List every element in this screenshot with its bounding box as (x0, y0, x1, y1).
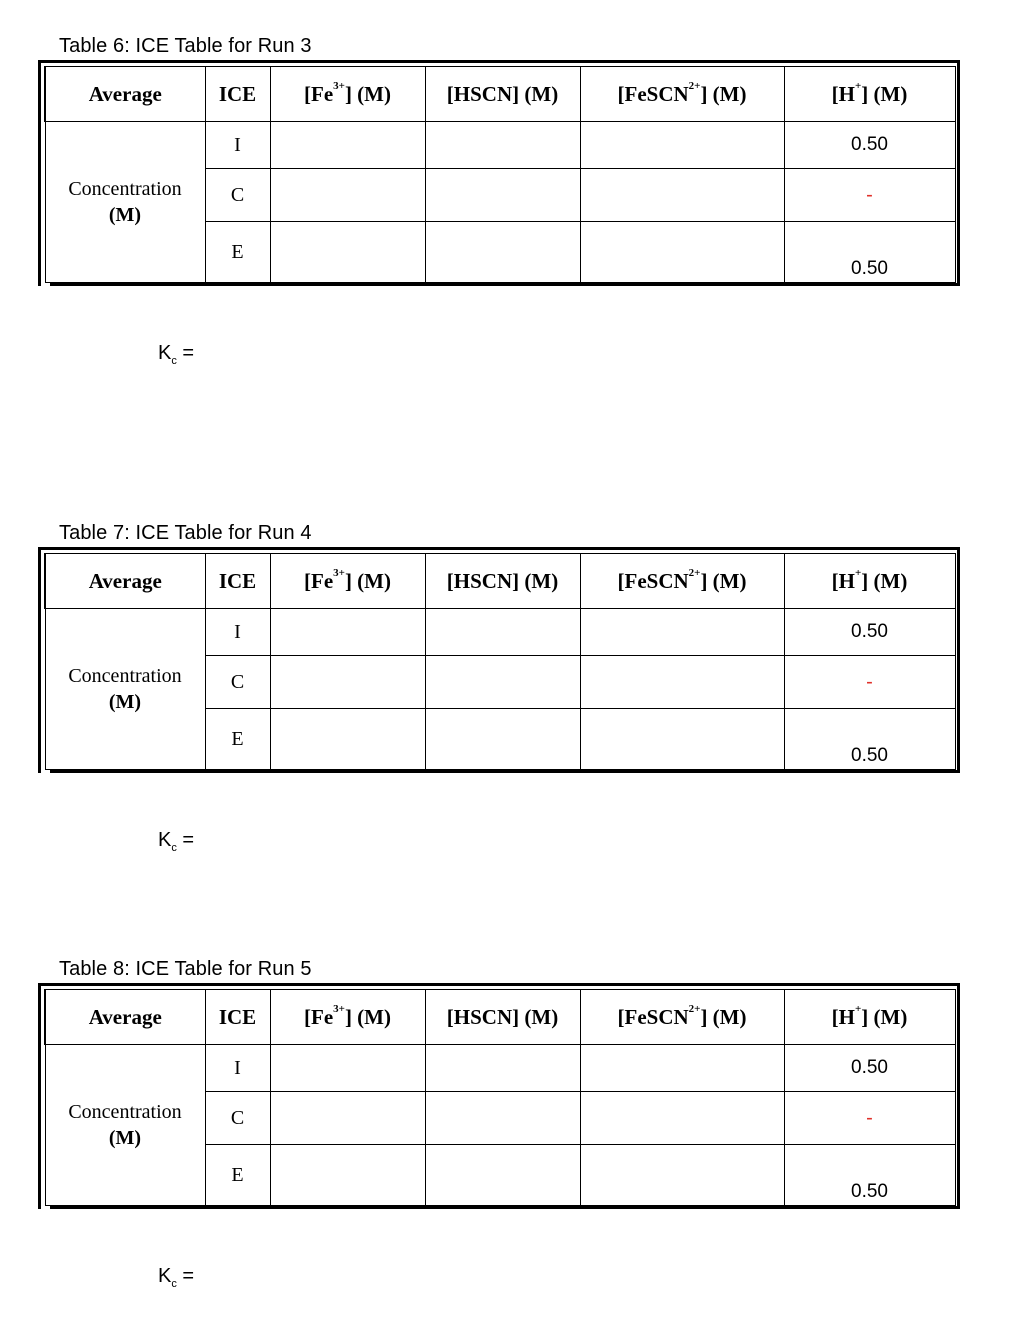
cell-h-e: 0.50 (784, 1145, 955, 1206)
cell-hscn-i[interactable] (425, 122, 580, 169)
cell-fescn-i[interactable] (580, 609, 784, 656)
cell-fe-i[interactable] (270, 122, 425, 169)
cell-fe-c[interactable] (270, 656, 425, 709)
cell-fescn-e[interactable] (580, 1145, 784, 1206)
header-average: Average (45, 990, 205, 1045)
row-e-label: E (205, 222, 270, 283)
cell-h-i: 0.50 (784, 122, 955, 169)
ice-table-run-4 (38, 547, 960, 773)
cell-hscn-i[interactable] (425, 609, 580, 656)
cell-hscn-c[interactable] (425, 169, 580, 222)
kc-label: $K_c$ = (158, 1265, 195, 1290)
cell-fescn-e[interactable] (580, 222, 784, 283)
header-h: [H+] (M) (784, 990, 955, 1045)
kc-label: $K_c$ = (158, 829, 195, 854)
row-label-concentration: Concentration (M) (45, 609, 205, 770)
cell-h-i: 0.50 (784, 609, 955, 656)
row-c-label: C (205, 1092, 270, 1145)
header-hscn: [HSCN] (M) (425, 67, 580, 122)
cell-h-c: - (784, 656, 955, 709)
header-fescn: [FeSCN$^{2+}$] (M) (580, 990, 784, 1045)
row-i-label: I (205, 122, 270, 169)
header-fescn: [FeSCN$^{2+}$] (M) (580, 554, 784, 609)
kc-label: $K_c$ = (158, 342, 195, 367)
row-i-label: I (205, 1045, 270, 1092)
table-caption: Table 6: ICE Table for Run 3 (59, 35, 312, 57)
header-fe: $[Fe^{3+}]$ (M) (270, 67, 425, 122)
cell-hscn-c[interactable] (425, 656, 580, 709)
header-ice: ICE (205, 67, 270, 122)
cell-h-e: 0.50 (784, 222, 955, 283)
header-h: [H+] (M) (784, 67, 955, 122)
row-e-label: E (205, 1145, 270, 1206)
cell-fescn-c[interactable] (580, 1092, 784, 1145)
cell-fescn-c[interactable] (580, 169, 784, 222)
cell-h-c: - (784, 169, 955, 222)
header-hscn: [HSCN] (M) (425, 554, 580, 609)
cell-fe-c[interactable] (270, 169, 425, 222)
cell-fescn-c[interactable] (580, 656, 784, 709)
cell-hscn-i[interactable] (425, 1045, 580, 1092)
header-hscn: [HSCN] (M) (425, 990, 580, 1045)
cell-fe-e[interactable] (270, 1145, 425, 1206)
cell-h-c: - (784, 1092, 955, 1145)
header-ice: ICE (205, 990, 270, 1045)
header-h: [H+] (M) (784, 554, 955, 609)
row-i-label: I (205, 609, 270, 656)
cell-fescn-i[interactable] (580, 122, 784, 169)
table-caption: Table 7: ICE Table for Run 4 (59, 522, 312, 544)
cell-hscn-e[interactable] (425, 709, 580, 770)
cell-fe-i[interactable] (270, 609, 425, 656)
row-c-label: C (205, 656, 270, 709)
row-label-concentration: Concentration (M) (45, 1045, 205, 1206)
cell-hscn-e[interactable] (425, 222, 580, 283)
cell-h-e: 0.50 (784, 709, 955, 770)
cell-hscn-c[interactable] (425, 1092, 580, 1145)
header-fe: $[Fe^{3+}]$ (M) (270, 990, 425, 1045)
cell-hscn-e[interactable] (425, 1145, 580, 1206)
cell-fe-e[interactable] (270, 222, 425, 283)
row-c-label: C (205, 169, 270, 222)
cell-fe-c[interactable] (270, 1092, 425, 1145)
header-average: Average (45, 554, 205, 609)
header-fe: $[Fe^{3+}]$ (M) (270, 554, 425, 609)
cell-fe-e[interactable] (270, 709, 425, 770)
row-label-concentration: Concentration (M) (45, 122, 205, 283)
row-e-label: E (205, 709, 270, 770)
ice-table-run-3 (38, 60, 960, 286)
cell-fescn-e[interactable] (580, 709, 784, 770)
header-ice: ICE (205, 554, 270, 609)
cell-h-i: 0.50 (784, 1045, 955, 1092)
header-average: Average (45, 67, 205, 122)
table-caption: Table 8: ICE Table for Run 5 (59, 958, 312, 980)
cell-fe-i[interactable] (270, 1045, 425, 1092)
ice-table-run-5 (38, 983, 960, 1209)
header-fescn: [FeSCN$^{2+}$] (M) (580, 67, 784, 122)
cell-fescn-i[interactable] (580, 1045, 784, 1092)
